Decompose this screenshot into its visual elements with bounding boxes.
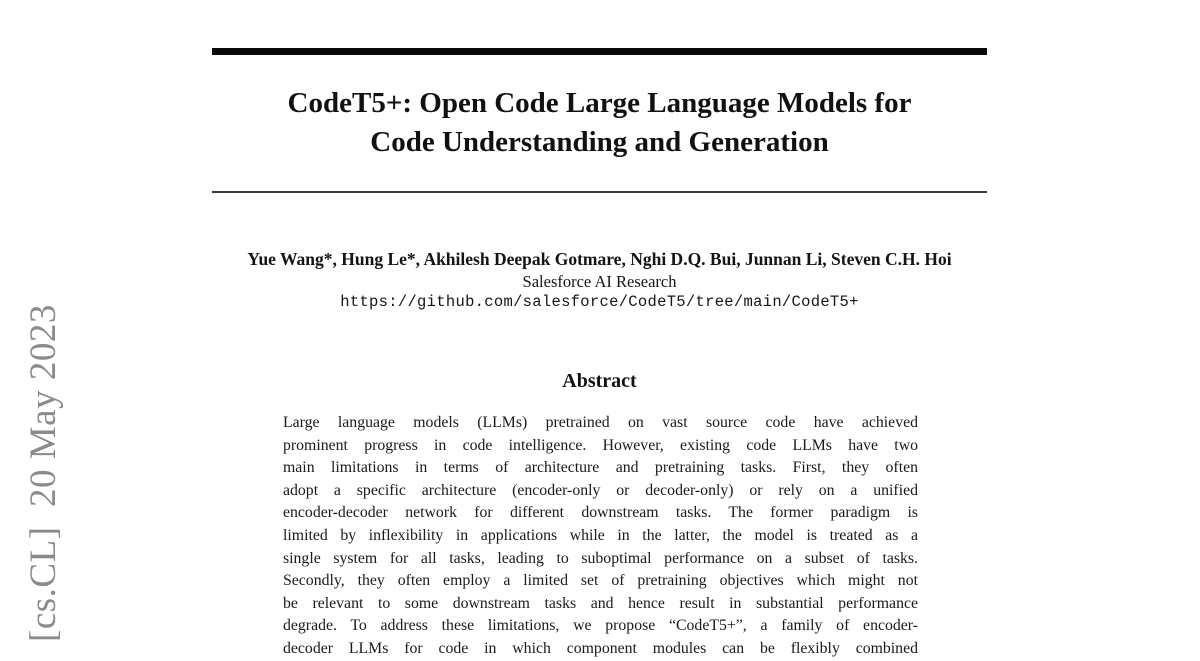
title-line-1: CodeT5+: Open Code Large Language Models for (287, 87, 912, 119)
abstract-line: limited by inflexibility in applications while in the latter, the model is treated as a (283, 526, 918, 544)
abstract-line: Large language models (LLMs) pretrained on vast source code have achieved (283, 414, 918, 431)
title-rule-top (212, 48, 987, 55)
affiliation: Salesforce AI Research (522, 272, 677, 291)
title-rule-bottom (212, 191, 987, 193)
arxiv-sidebar-stamp: [cs.CL] 20 May 2023 (23, 304, 64, 642)
abstract-line: encoder-decoder network for different downstream tasks. The former paradigm is (283, 504, 918, 522)
abstract-line: decoder LLMs for code in which component modules can be flexibly combined (283, 639, 918, 657)
github-link[interactable]: https://github.com/salesforce/CodeT5/tree/main/CodeT5+ (340, 293, 859, 311)
abstract-line: adopt a specific architecture (encoder-only or decoder-only) or rely on a unified (283, 481, 918, 499)
abstract-line: degrade. To address these limitations, we propose “CodeT5+”, a family of encoder- (283, 617, 918, 635)
title-line-2: Code Understanding and Generation (370, 126, 829, 158)
abstract-line: prominent progress in code intelligence. However, existing code LLMs have two (283, 436, 918, 454)
author-list: Yue Wang*, Hung Le*, Akhilesh Deepak Gotmare, Nghi D.Q. Bui, Junnan Li, Steven C.H. Hoi (247, 249, 952, 269)
abstract-line: Secondly, they often employ a limited set of pretraining objectives which might not (283, 572, 918, 590)
abstract-line: main limitations in terms of architecture and pretraining tasks. First, they often (283, 459, 918, 477)
paper-title (212, 84, 987, 162)
abstract-line: single system for all tasks, leading to suboptimal performance on a subset of tasks. (283, 549, 918, 567)
abstract-heading: Abstract (562, 370, 637, 392)
abstract-line: be relevant to some downstream tasks and hence result in substantial performance (283, 594, 918, 612)
abstract-body (283, 412, 918, 661)
